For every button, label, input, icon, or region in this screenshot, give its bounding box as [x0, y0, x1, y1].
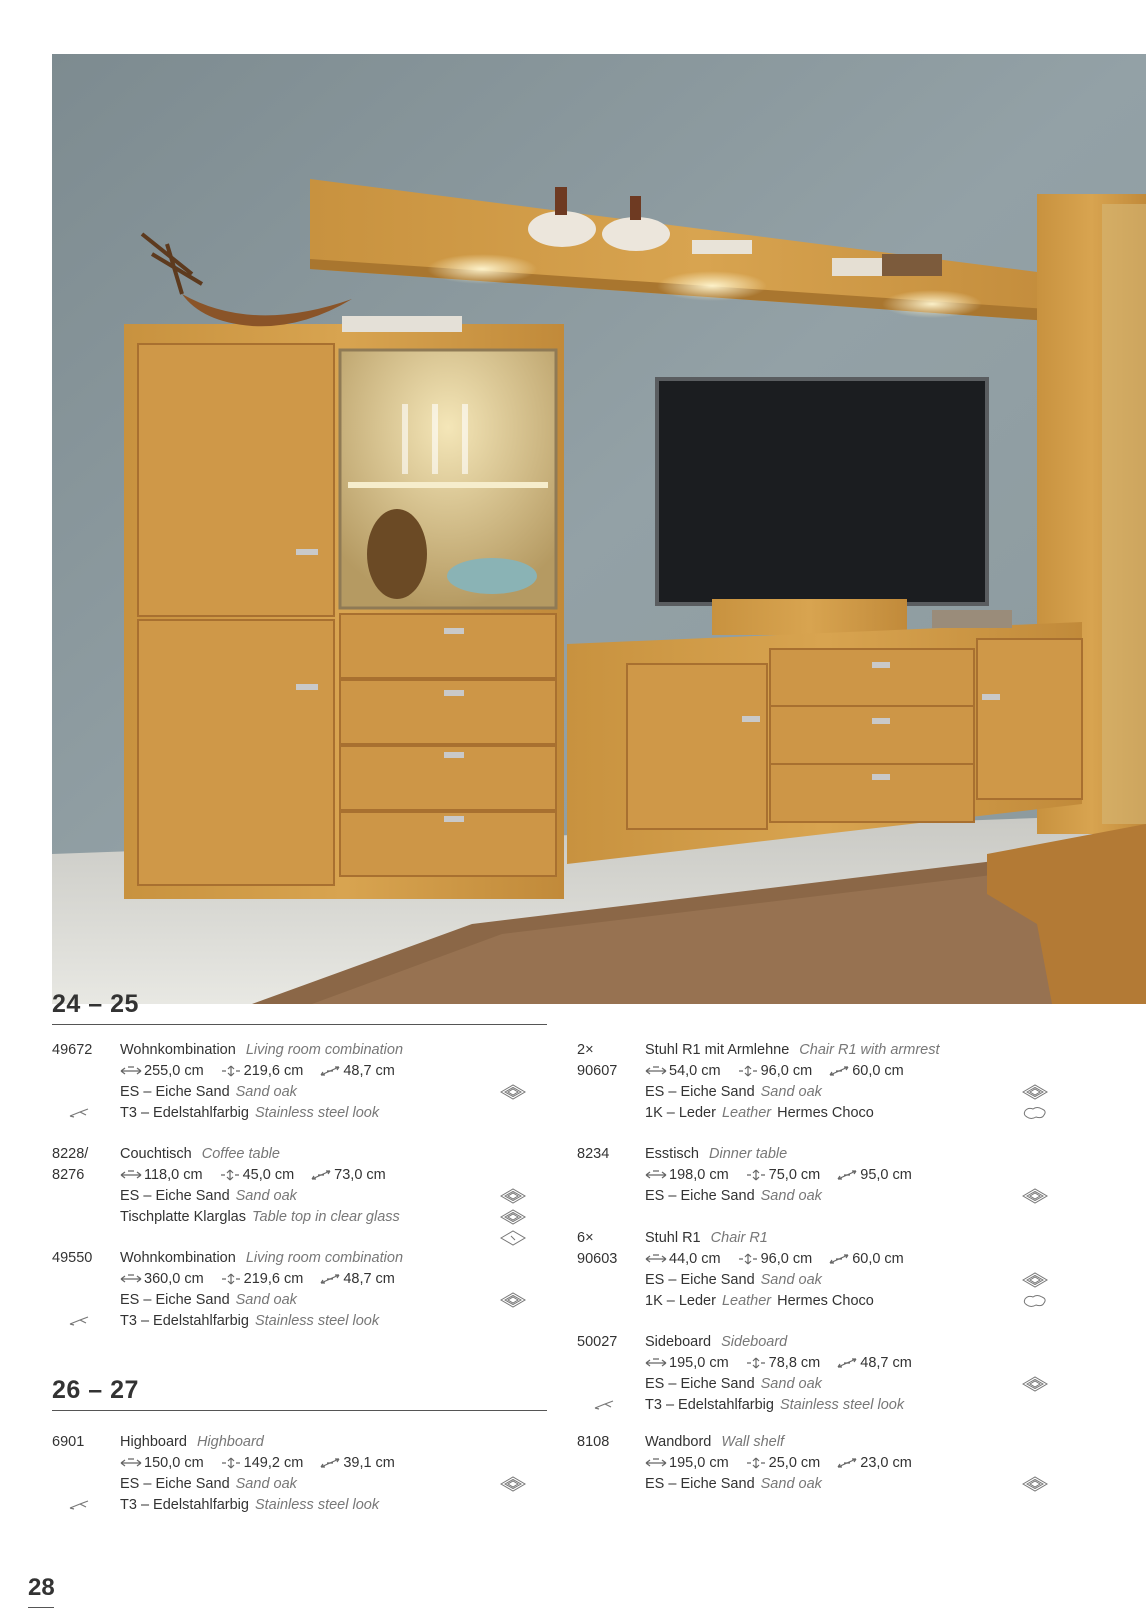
depth-icon — [310, 1169, 332, 1181]
material-de: ES – Eiche Sand — [645, 1376, 755, 1392]
oak-sample-icon — [1022, 1084, 1048, 1100]
material-de: 1K – Leder — [645, 1293, 716, 1309]
material-line — [645, 1291, 920, 1312]
material-line — [645, 1270, 920, 1291]
width-icon — [645, 1357, 667, 1369]
page-number: 28 — [28, 1574, 55, 1601]
product-name-en: Coffee table — [197, 1146, 280, 1162]
depth-icon — [836, 1357, 858, 1369]
height-icon — [745, 1169, 767, 1181]
material-line — [120, 1207, 402, 1228]
dimensions-row — [645, 1353, 928, 1374]
height-icon — [737, 1253, 759, 1265]
material-line — [645, 1374, 928, 1395]
product-title — [120, 1432, 411, 1453]
material-line — [120, 1290, 411, 1311]
material-de: 1K – Leder — [645, 1105, 716, 1121]
height-value — [745, 1355, 821, 1371]
height-value — [220, 1063, 304, 1079]
handle-icon — [68, 1315, 90, 1327]
material-de: T3 – Edelstahlfarbig — [120, 1105, 249, 1121]
depth-icon — [319, 1273, 341, 1285]
dimension-text: 60,0 cm — [852, 1063, 904, 1079]
handle-icon — [68, 1107, 90, 1119]
dimension-text: 45,0 cm — [242, 1167, 295, 1183]
material-de: ES – Eiche Sand — [645, 1476, 755, 1492]
height-value — [745, 1455, 821, 1471]
material-en: Sand oak — [760, 1376, 822, 1392]
material-line — [120, 1082, 411, 1103]
height-icon — [219, 1169, 241, 1181]
dimensions-row — [120, 1453, 411, 1474]
dimension-text: 60,0 cm — [852, 1251, 904, 1267]
product-name-en: Sideboard — [717, 1334, 788, 1350]
material-line — [120, 1311, 411, 1332]
width-icon — [645, 1253, 667, 1265]
dimension-text: 198,0 cm — [669, 1167, 729, 1183]
material-de: T3 – Edelstahlfarbig — [645, 1397, 774, 1413]
material-en: Sand oak — [760, 1272, 822, 1288]
dimensions-row — [645, 1061, 940, 1082]
product-name-de: Esstisch — [645, 1146, 699, 1162]
product-details — [120, 1432, 411, 1516]
product-name-en: Living room combination — [241, 1042, 404, 1058]
height-icon — [737, 1065, 759, 1077]
material-de: T3 – Edelstahlfarbig — [120, 1497, 249, 1513]
article-number: 50027 — [577, 1334, 618, 1350]
product-details — [120, 1248, 411, 1332]
product-details — [645, 1144, 928, 1207]
product-name-de: Wohnkombination — [120, 1250, 236, 1266]
height-icon — [220, 1457, 242, 1469]
article-number: 49672 — [52, 1042, 93, 1058]
dimension-text: 360,0 cm — [144, 1271, 204, 1287]
product-name-en: Wall shelf — [717, 1434, 784, 1450]
material-de: T3 – Edelstahlfarbig — [120, 1313, 249, 1329]
material-en: Table top in clear glass — [252, 1209, 400, 1225]
article-number: 6× 90603 — [577, 1230, 618, 1267]
section-title: 26 – 27 — [52, 1376, 139, 1404]
oak-sample-icon — [1022, 1476, 1048, 1492]
material-en: Stainless steel look — [779, 1397, 905, 1413]
oak-sample-icon — [1022, 1188, 1048, 1204]
article-number: 8108 — [577, 1434, 610, 1450]
section-heading-26-27 — [52, 1376, 547, 1411]
product-details — [645, 1040, 940, 1124]
depth-value — [319, 1455, 395, 1471]
width-value — [645, 1251, 721, 1267]
oak-sample-icon — [1022, 1272, 1048, 1288]
material-en: Sand oak — [235, 1188, 297, 1204]
dimension-text: 96,0 cm — [760, 1063, 813, 1079]
width-icon — [645, 1169, 667, 1181]
oak-sample-icon — [500, 1209, 526, 1225]
product-details — [645, 1432, 928, 1495]
handle-icon — [68, 1499, 90, 1511]
width-icon — [120, 1065, 142, 1077]
width-value — [645, 1063, 721, 1079]
material-de: ES – Eiche Sand — [120, 1476, 230, 1492]
product-title — [120, 1144, 402, 1165]
dimension-text: 25,0 cm — [768, 1455, 821, 1471]
dimension-text: 219,6 cm — [243, 1063, 304, 1079]
depth-value — [836, 1355, 912, 1371]
dimensions-row — [645, 1165, 928, 1186]
material-en: Sand oak — [235, 1084, 297, 1100]
material-line — [120, 1103, 411, 1124]
dimensions-row — [120, 1061, 411, 1082]
width-icon — [645, 1065, 667, 1077]
width-value — [120, 1063, 204, 1079]
leather-sample-icon — [1022, 1105, 1048, 1121]
product-title — [645, 1228, 920, 1249]
material-line — [645, 1186, 928, 1207]
depth-value — [319, 1063, 395, 1079]
article-number: 2× 90607 — [577, 1042, 618, 1079]
width-value — [120, 1167, 203, 1183]
product-name-de: Stuhl R1 mit Armlehne — [645, 1042, 790, 1058]
depth-value — [828, 1063, 904, 1079]
product-title — [120, 1040, 411, 1061]
width-icon — [645, 1457, 667, 1469]
product-name-en: Highboard — [192, 1434, 264, 1450]
height-value — [737, 1063, 813, 1079]
material-line — [645, 1082, 940, 1103]
dimensions-row — [120, 1165, 402, 1186]
width-value — [120, 1455, 204, 1471]
section-title: 24 – 25 — [52, 990, 139, 1018]
article-number: 6901 — [52, 1434, 85, 1450]
dimension-text: 149,2 cm — [243, 1455, 304, 1471]
product-name-en: Living room combination — [241, 1250, 404, 1266]
material-color-name: Hermes Choco — [777, 1293, 874, 1309]
height-value — [220, 1271, 304, 1287]
product-title — [645, 1040, 940, 1061]
material-line — [120, 1495, 411, 1516]
dimension-text: 195,0 cm — [669, 1455, 729, 1471]
product-title — [120, 1248, 411, 1269]
width-icon — [120, 1457, 142, 1469]
material-en: Stainless steel look — [254, 1105, 380, 1121]
depth-icon — [319, 1065, 341, 1077]
width-value — [120, 1271, 204, 1287]
depth-value — [836, 1167, 912, 1183]
product-name-en: Chair R1 — [706, 1230, 768, 1246]
product-name-de: Wandbord — [645, 1434, 712, 1450]
height-value — [737, 1251, 813, 1267]
oak-sample-icon — [500, 1476, 526, 1492]
depth-icon — [828, 1065, 850, 1077]
dimension-text: 96,0 cm — [760, 1251, 813, 1267]
page-number-underline — [28, 1607, 54, 1608]
dimension-text: 48,7 cm — [860, 1355, 912, 1371]
section-heading-24-25 — [52, 990, 547, 1025]
material-de: ES – Eiche Sand — [645, 1188, 755, 1204]
material-de: ES – Eiche Sand — [120, 1292, 230, 1308]
material-en: Leather — [721, 1293, 772, 1309]
dimension-text: 219,6 cm — [243, 1271, 304, 1287]
dimension-text: 23,0 cm — [860, 1455, 912, 1471]
depth-value — [310, 1167, 386, 1183]
width-value — [645, 1355, 729, 1371]
width-icon — [120, 1273, 142, 1285]
living-room-photo — [52, 54, 1146, 1004]
dimension-text: 150,0 cm — [144, 1455, 204, 1471]
material-de: ES – Eiche Sand — [645, 1084, 755, 1100]
product-details — [645, 1332, 928, 1416]
height-value — [745, 1167, 821, 1183]
height-icon — [745, 1357, 767, 1369]
product-name-de: Highboard — [120, 1434, 187, 1450]
product-title — [645, 1144, 928, 1165]
dimension-text: 118,0 cm — [144, 1167, 203, 1183]
material-en: Sand oak — [760, 1084, 822, 1100]
height-icon — [745, 1457, 767, 1469]
dimension-text: 48,7 cm — [343, 1063, 395, 1079]
dimensions-row — [645, 1453, 928, 1474]
article-number: 49550 — [52, 1250, 93, 1266]
material-de: ES – Eiche Sand — [120, 1084, 230, 1100]
oak-sample-icon — [500, 1292, 526, 1308]
material-line — [645, 1395, 928, 1416]
dimension-text: 95,0 cm — [860, 1167, 912, 1183]
height-value — [220, 1455, 304, 1471]
article-number: 8228/ 8276 — [52, 1146, 89, 1183]
product-name-de: Couchtisch — [120, 1146, 192, 1162]
oak-sample-icon — [500, 1084, 526, 1100]
dimension-text: 195,0 cm — [669, 1355, 729, 1371]
material-en: Stainless steel look — [254, 1313, 380, 1329]
material-en: Sand oak — [760, 1476, 822, 1492]
material-en: Stainless steel look — [254, 1497, 380, 1513]
glass-sample-icon — [500, 1230, 526, 1246]
depth-value — [836, 1455, 912, 1471]
product-details — [120, 1144, 402, 1228]
article-number: 8234 — [577, 1146, 610, 1162]
height-value — [219, 1167, 295, 1183]
material-en: Leather — [721, 1105, 772, 1121]
dimension-text: 73,0 cm — [334, 1167, 386, 1183]
material-en: Sand oak — [760, 1188, 822, 1204]
depth-icon — [836, 1169, 858, 1181]
handle-icon — [593, 1399, 615, 1411]
material-de: ES – Eiche Sand — [645, 1272, 755, 1288]
material-line — [120, 1186, 402, 1207]
depth-icon — [828, 1253, 850, 1265]
oak-sample-icon — [1022, 1376, 1048, 1392]
dimension-text: 48,7 cm — [343, 1271, 395, 1287]
product-details — [645, 1228, 920, 1312]
depth-value — [828, 1251, 904, 1267]
width-value — [645, 1167, 729, 1183]
product-name-de: Sideboard — [645, 1334, 712, 1350]
product-name-de: Wohnkombination — [120, 1042, 236, 1058]
dimension-text: 44,0 cm — [669, 1251, 721, 1267]
dimension-text: 255,0 cm — [144, 1063, 204, 1079]
dimension-text: 78,8 cm — [768, 1355, 821, 1371]
product-name-de: Stuhl R1 — [645, 1230, 701, 1246]
material-color-name: Hermes Choco — [777, 1105, 874, 1121]
product-name-en: Chair R1 with armrest — [795, 1042, 940, 1058]
width-icon — [120, 1169, 142, 1181]
material-en: Sand oak — [235, 1292, 297, 1308]
dimensions-row — [120, 1269, 411, 1290]
material-en: Sand oak — [235, 1476, 297, 1492]
height-icon — [220, 1273, 242, 1285]
oak-sample-icon — [500, 1188, 526, 1204]
height-icon — [220, 1065, 242, 1077]
material-line — [120, 1474, 411, 1495]
depth-icon — [836, 1457, 858, 1469]
leather-sample-icon — [1022, 1293, 1048, 1309]
product-details — [120, 1040, 411, 1124]
material-de: Tischplatte Klarglas — [120, 1209, 246, 1225]
depth-icon — [319, 1457, 341, 1469]
width-value — [645, 1455, 729, 1471]
material-line — [645, 1474, 928, 1495]
product-name-en: Dinner table — [705, 1146, 788, 1162]
dimension-text: 39,1 cm — [343, 1455, 395, 1471]
product-title — [645, 1332, 928, 1353]
dimension-text: 54,0 cm — [669, 1063, 721, 1079]
material-de: ES – Eiche Sand — [120, 1188, 230, 1204]
depth-value — [319, 1271, 395, 1287]
dimensions-row — [645, 1249, 920, 1270]
material-line — [645, 1103, 940, 1124]
dimension-text: 75,0 cm — [768, 1167, 821, 1183]
product-title — [645, 1432, 928, 1453]
